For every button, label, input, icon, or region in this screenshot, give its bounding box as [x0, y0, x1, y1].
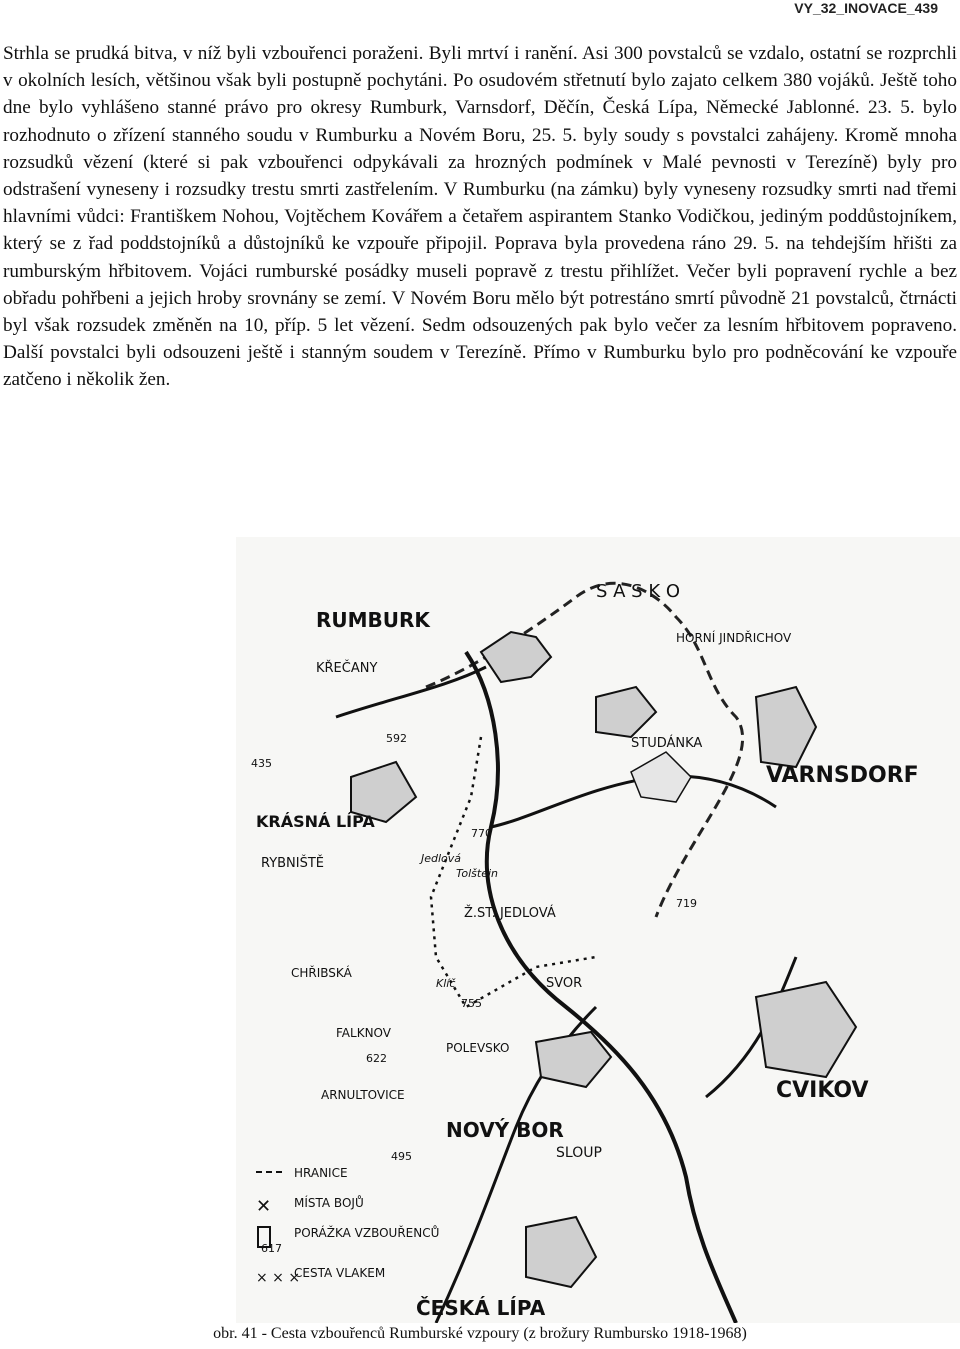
label-horni-jindrichov: HORNÍ JINDŘICHOV	[676, 631, 792, 645]
label-svor: SVOR	[546, 976, 583, 991]
height-770: 770	[471, 827, 492, 840]
height-592: 592	[386, 732, 407, 745]
label-chribska: CHŘIBSKÁ	[291, 966, 352, 980]
label-krecany: KŘEČANY	[316, 661, 378, 676]
label-arnultovice: ARNULTOVICE	[321, 1088, 405, 1102]
legend-border-label: HRANICE	[294, 1166, 348, 1180]
legend-battles-label: MÍSTA BOJŮ	[294, 1196, 364, 1210]
label-sloup: SLOUP	[556, 1145, 602, 1161]
label-cvikov: CVIKOV	[776, 1078, 869, 1103]
label-rybniste: RYBNIŠTĚ	[261, 856, 325, 871]
height-719: 719	[676, 897, 697, 910]
document-id: VY_32_INOVACE_439	[794, 0, 938, 16]
label-st-jedlova: Ž.ST. JEDLOVÁ	[464, 906, 556, 921]
label-ceska-lipa: ČESKÁ LÍPA	[416, 1296, 546, 1320]
legend-train-label: CESTA VLAKEM	[294, 1266, 386, 1280]
height-617: 617	[261, 1242, 282, 1255]
label-jedlova: Jedlová	[421, 852, 462, 865]
label-falknov: FALKNOV	[336, 1026, 391, 1040]
label-tolstyn: Tolštejn	[456, 867, 498, 880]
historical-map	[236, 537, 960, 1323]
label-polevsko: POLEVSKO	[446, 1041, 510, 1055]
height-435: 435	[251, 757, 272, 770]
label-varnsdorf: VARNSDORF	[766, 763, 919, 788]
height-622: 622	[366, 1052, 387, 1065]
body-paragraph: Strhla se prudká bitva, v níž byli vzbouřenci poraženi. Byli mrtví i ranění. Asi 300 povstalců se vzdalo, ostatní se rozprchli v okolních lesích, většinou však byli postupně pochytáni. Po osudovém střetnutí bylo zajato celkem 380 vojáků. Ještě toho dne bylo vyhlášeno stanné právo pro okresy Rumburk, Varnsdorf, Děčín, Česká Lípa, Německé Jablonné. 23. 5. bylo rozhodnuto o zřízení stanného soudu v Rumburku a Novém Boru, 25. 5. byly soudy s povstalci zahájeny. Kromě mnoha rozsudků vězení (které si pak vzbouřenci odpykávali za hrozných podmínek v Malé pevnosti v Terezíně) byly pro odstrašení vyneseny i rozsudky trestu smrti zastřelením. V Rumburku (na zámku) byly vyneseny rozsudky smrti nad třemi hlavními vůdci: Františkem Nohou, Vojtěchem Kovářem a četařem aspirantem Stanko Vodičkou, jediným poddůstojníkem, který se z řad poddstojníků a důstojníků ke vzpouře připojil. Poprava byla provedena ráno 29. 5. na tehdejším hřišti za rumburským hřbitovem. Vojáci rumburské posádky museli popravě z trestu přihlížet. Večer byli popravení rychle a bez obřadu pohřbeni a jejich hroby srovnány se zemí. V Novém Boru mělo být potrestáno smrtí původně 21 povstalců, čtrnácti byl však rozsudek změněn na 10, příp. 5 let vězení. Sedm odsouzených pak bylo večer za lesním hřbitovem popraveno. Další povstalci byli odsouzeni ještě i stanným soudem v Terezíně. Přímo v Rumburku bylo pro podněcování ke vzpouře zatčeno i několik žen.	[3, 43, 957, 391]
legend-battle-icon: ✕	[256, 1196, 272, 1217]
label-rumburk: RUMBURK	[316, 608, 430, 632]
label-krasna-lipa: KRÁSNÁ LÍPA	[256, 812, 375, 831]
height-755: 755	[461, 997, 482, 1010]
label-novy-bor: NOVÝ BOR	[446, 1118, 564, 1142]
legend-defeat-label: PORÁŽKA VZBOUŘENCŮ	[294, 1226, 440, 1240]
map-drawing	[236, 537, 960, 1323]
height-495: 495	[391, 1150, 412, 1163]
label-sasko: S A S K O	[596, 581, 681, 602]
label-klic: Klíč	[436, 977, 456, 990]
figure-caption: obr. 41 - Cesta vzbouřenců Rumburské vzpoury (z brožury Rumbursko 1918-1968)	[213, 1325, 747, 1342]
legend-train-icon: × × ×	[256, 1270, 301, 1286]
label-studanka: STUDÁNKA	[631, 736, 703, 751]
